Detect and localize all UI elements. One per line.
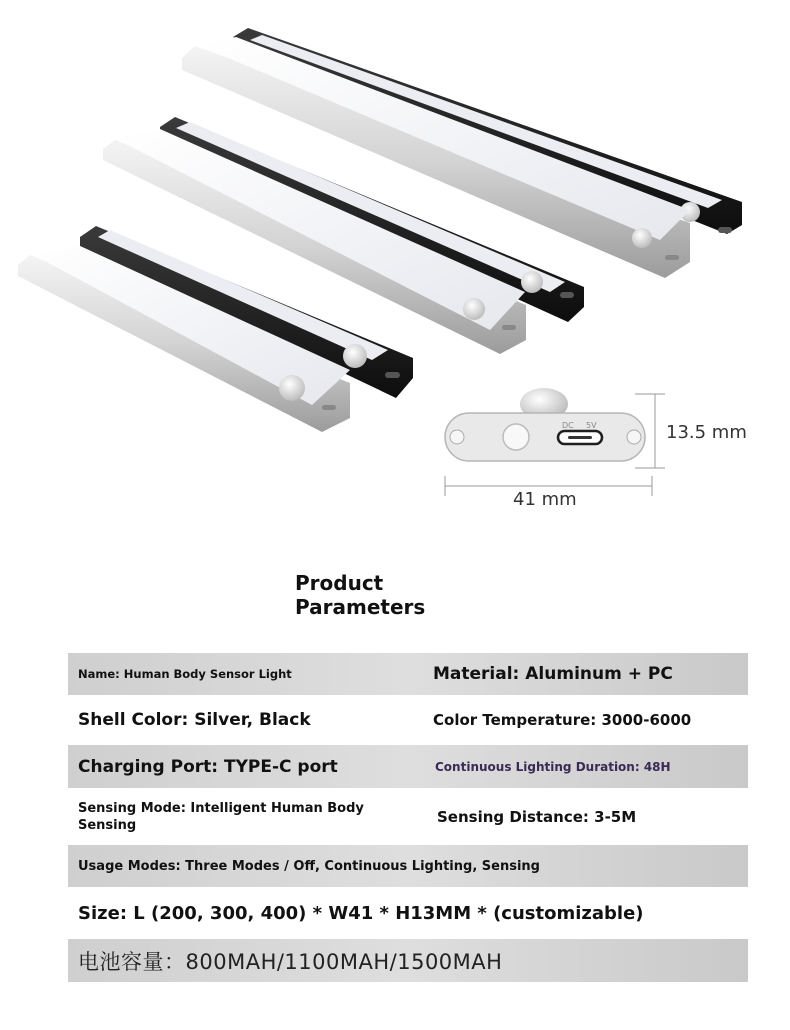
section-title <box>295 571 425 619</box>
param-sensing-mode: Sensing Mode: Intelligent Human Body Sensing <box>78 800 364 833</box>
port-label-5v: 5V <box>586 421 597 430</box>
param-sensing-distance: Sensing Distance: 3-5M <box>437 807 637 826</box>
param-row-sensing <box>68 788 748 845</box>
section-title-line1: Product <box>295 571 384 595</box>
param-material: Material: Aluminum + PC <box>433 664 673 684</box>
param-row-usage-modes <box>68 845 748 887</box>
param-shell-color: Shell Color: Silver, Black <box>78 710 311 730</box>
param-color-temperature: Color Temperature: 3000-6000 <box>433 711 692 729</box>
width-dimension-label: 41 mm <box>513 489 577 510</box>
param-charging-port: Charging Port: TYPE-C port <box>78 756 338 777</box>
section-title-line2: Parameters <box>295 595 426 619</box>
param-row-battery <box>68 939 748 982</box>
param-row-shell-color <box>68 695 748 745</box>
height-dimension-label: 13.5 mm <box>666 422 747 443</box>
param-size: Size: L (200, 300, 400) * W41 * H13MM * (customizable) <box>78 902 644 924</box>
param-row-name-material <box>68 653 748 695</box>
parameters-table <box>68 653 748 982</box>
param-battery: 电池容量：800MAH/1100MAH/1500MAH <box>78 949 503 974</box>
param-usage-modes: Usage Modes: Three Modes / Off, Continuous Lighting, Sensing <box>78 858 540 874</box>
end-view-diagram <box>445 388 747 510</box>
param-lighting-duration: Continuous Lighting Duration: 48H <box>435 759 671 774</box>
port-label-dc: DC <box>562 421 574 430</box>
param-row-size <box>68 887 748 939</box>
param-name: Name: Human Body Sensor Light <box>78 667 292 681</box>
param-row-charging-port <box>68 745 748 788</box>
